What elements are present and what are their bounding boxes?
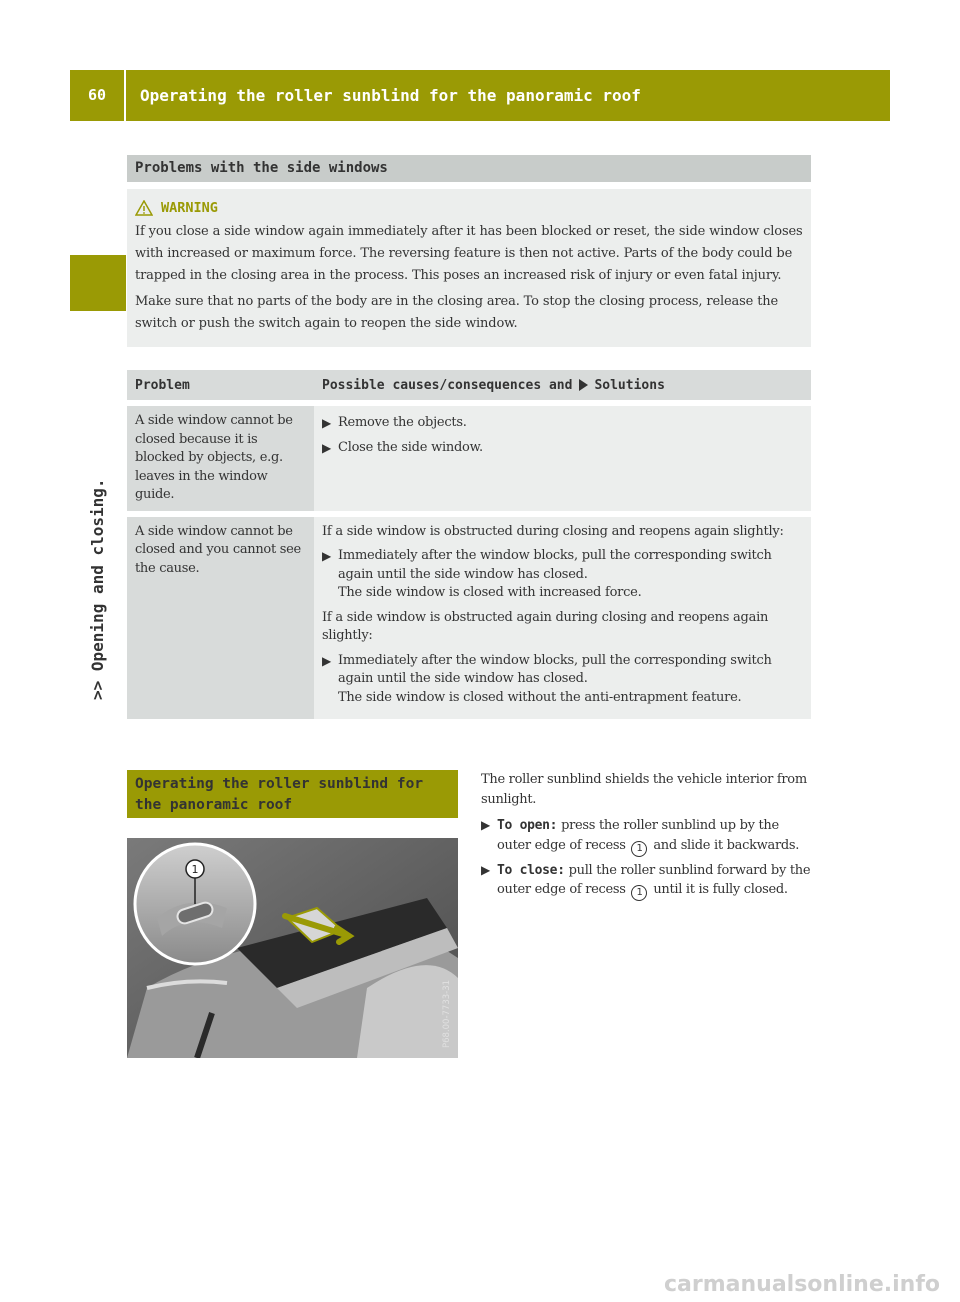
step-text	[338, 652, 803, 708]
solution-cell	[314, 517, 811, 720]
header-problem: Problem	[135, 377, 190, 393]
step-item	[322, 414, 803, 433]
step-result: The side window is closed without the anti-entrapment feature.	[338, 689, 742, 705]
open-label: To open:	[497, 818, 558, 833]
arrow-right-icon: ▶	[322, 416, 331, 430]
warning-label: WARNING	[161, 200, 218, 216]
open-text-a: press the roller sunblind up by the outer edge of recess	[497, 818, 779, 853]
arrow-right-icon	[576, 378, 590, 392]
close-text-a: pull the roller sunblind forward by the outer edge of recess	[497, 862, 811, 897]
warning-triangle-icon	[135, 200, 153, 216]
step-text	[497, 816, 811, 857]
subsection-title: Operating the roller sunblind for the panoramic roof	[127, 770, 458, 818]
step-text	[338, 547, 803, 603]
problem-cell: A side window cannot be closed because it is blocked by objects, e.g. leaves in the window guide.	[127, 406, 314, 511]
step-instruction: Immediately after the window blocks, pull the corresponding switch again until the side window has closed.	[338, 548, 772, 582]
arrow-right-icon: ▶	[481, 818, 490, 832]
table-header	[127, 370, 811, 400]
step-close	[481, 861, 811, 902]
table-row	[127, 517, 811, 720]
open-text-b: and slide it backwards.	[653, 837, 800, 853]
step-text: Remove the objects.	[338, 415, 467, 430]
step-item	[322, 439, 803, 458]
step-instruction: Immediately after the window blocks, pull the corresponding switch again until the side window has closed.	[338, 652, 772, 686]
arrow-right-icon: ▶	[322, 549, 331, 563]
section-title: Problems with the side windows	[127, 155, 811, 182]
step-item	[322, 547, 803, 603]
warning-text-1: If you close a side window again immediately after it has been blocked or reset, the side window closes with increased or maximum force. The reversing feature is then not active. Parts of the body could be trapped in the closing area in the process. This poses an increased risk of injury or even fatal injury.	[135, 224, 803, 283]
step-text	[497, 861, 811, 902]
sunblind-figure	[127, 838, 458, 1058]
condition-text: If a side window is obstructed again during closing and reopens again slightly:	[322, 609, 769, 643]
header-solution-text: Possible causes/consequences and	[322, 377, 573, 393]
troubleshooting-table	[127, 370, 811, 719]
step-result: The side window is closed with increased force.	[338, 585, 642, 600]
recess-number: 1	[631, 885, 647, 901]
header-title: Operating the roller sunblind for the panoramic roof	[140, 86, 641, 105]
figure-callout: 1	[191, 863, 199, 876]
arrow-right-icon: ▶	[322, 440, 331, 455]
warning-text-2: Make sure that no parts of the body are in the closing area. To stop the closing process, release the switch or push the switch again to reopen the side window.	[135, 294, 779, 331]
solution-cell	[314, 406, 811, 511]
close-label: To close:	[497, 862, 565, 878]
sunblind-illustration	[127, 838, 458, 1058]
recess-number: 1	[631, 841, 647, 857]
chapter-tab	[70, 255, 126, 311]
close-text-b: until it is fully closed.	[653, 882, 788, 897]
step-text: Close the side window.	[338, 439, 483, 455]
table-row	[127, 406, 811, 511]
chapter-label: >> Opening and closing.	[88, 478, 107, 700]
figure-code: P68.00-7733-31	[442, 979, 452, 1048]
warning-box	[127, 189, 811, 347]
problem-cell: A side window cannot be closed and you cannot see the cause.	[127, 517, 314, 720]
step-open	[481, 816, 811, 857]
header-solution	[314, 370, 811, 400]
warning-title-row	[135, 195, 803, 221]
arrow-right-icon: ▶	[322, 653, 331, 668]
footer-watermark: carmanualsonline.info	[664, 1272, 940, 1297]
step-item	[322, 652, 803, 708]
page-number: 60	[70, 70, 126, 121]
sunblind-instructions	[481, 770, 811, 905]
header-bar	[70, 70, 890, 121]
sunblind-intro: The roller sunblind shields the vehicle interior from sunlight.	[481, 772, 807, 807]
header-solution-label: Solutions	[594, 377, 665, 393]
condition-text: If a side window is obstructed during closing and reopens again slightly:	[322, 523, 784, 539]
arrow-right-icon: ▶	[481, 862, 490, 877]
